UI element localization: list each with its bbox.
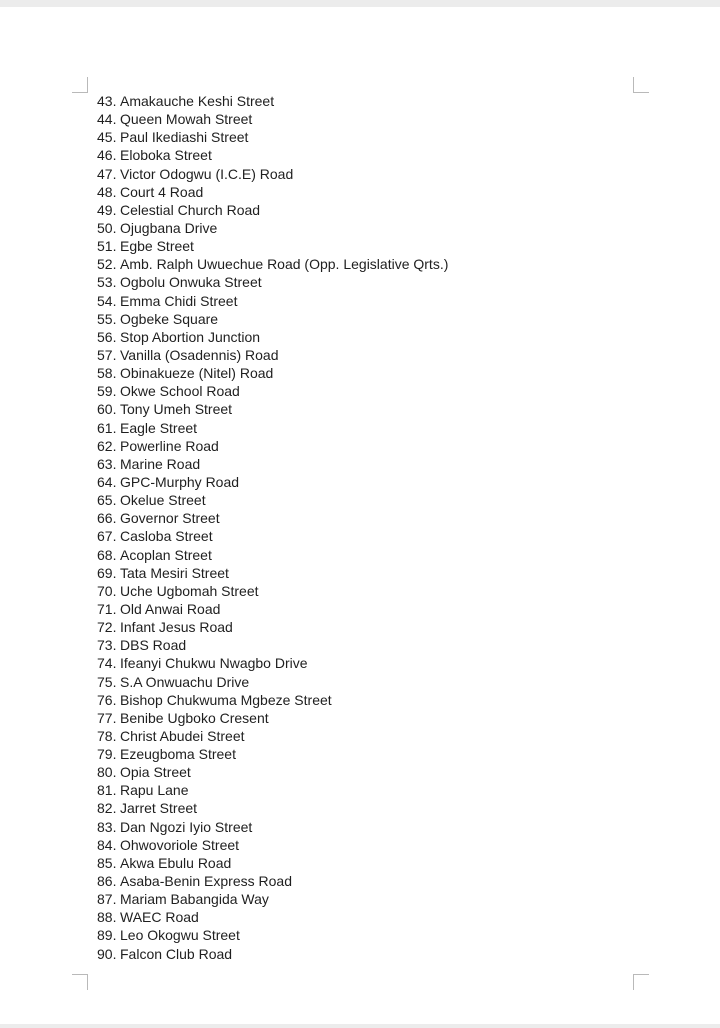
list-item-number: 71. — [97, 600, 117, 617]
list-item-text: Mariam Babangida Way — [120, 891, 269, 908]
list-item-text: Akwa Ebulu Road — [120, 854, 232, 871]
list-item-text: Queen Mowah Street — [120, 111, 253, 128]
list-item — [97, 437, 448, 455]
list-item — [97, 146, 448, 164]
list-item — [97, 799, 448, 817]
list-item-text: Christ Abudei Street — [120, 727, 245, 744]
list-item-number: 65. — [97, 492, 117, 509]
list-item-text: Eagle Street — [120, 419, 198, 436]
list-item — [97, 763, 448, 781]
list-item — [97, 273, 448, 291]
list-item — [97, 691, 448, 709]
list-item-text: Tony Umeh Street — [120, 401, 233, 418]
list-item-number: 69. — [97, 564, 117, 581]
list-item-text: Emma Chidi Street — [120, 292, 238, 309]
list-item — [97, 310, 448, 328]
list-item-number: 51. — [97, 238, 117, 255]
list-item-text: Opia Street — [120, 764, 191, 781]
list-item — [97, 364, 448, 382]
list-item — [97, 854, 448, 872]
list-item-text: Bishop Chukwuma Mgbeze Street — [120, 691, 332, 708]
list-item-number: 61. — [97, 419, 117, 436]
list-item-number: 88. — [97, 909, 117, 926]
list-item — [97, 346, 448, 364]
list-item — [97, 745, 448, 763]
list-item-number: 44. — [97, 111, 117, 128]
list-item — [97, 908, 448, 926]
list-item — [97, 673, 448, 691]
list-item — [97, 836, 448, 854]
list-item — [97, 128, 448, 146]
list-item-text: Powerline Road — [120, 437, 219, 454]
list-item — [97, 165, 448, 183]
list-item-number: 87. — [97, 891, 117, 908]
list-item-text: Ojugbana Drive — [120, 219, 218, 236]
list-item — [97, 509, 448, 527]
list-item — [97, 292, 448, 310]
list-item-text: Paul Ikediashi Street — [120, 129, 249, 146]
list-item-text: Ezeugboma Street — [120, 746, 236, 763]
margin-corner-bottom-right — [633, 974, 649, 990]
list-item-number: 67. — [97, 528, 117, 545]
list-item-number: 73. — [97, 637, 117, 654]
list-item — [97, 183, 448, 201]
list-item-number: 46. — [97, 147, 117, 164]
list-item — [97, 564, 448, 582]
list-item-number: 76. — [97, 691, 117, 708]
list-item-text: Ogbeke Square — [120, 310, 219, 327]
list-item-text: Tata Mesiri Street — [120, 564, 229, 581]
list-item-text: Jarret Street — [120, 800, 198, 817]
list-item-text: Governor Street — [120, 510, 220, 527]
list-item-number: 75. — [97, 673, 117, 690]
list-item-number: 66. — [97, 510, 117, 527]
list-item-text: Okelue Street — [120, 492, 206, 509]
list-item-text: Casloba Street — [120, 528, 213, 545]
list-item — [97, 945, 448, 963]
list-item-text: Asaba-Benin Express Road — [120, 873, 292, 890]
list-item — [97, 727, 448, 745]
list-item-text: Stop Abortion Junction — [120, 328, 261, 345]
list-item-number: 64. — [97, 473, 117, 490]
list-item — [97, 582, 448, 600]
list-item-text: Celestial Church Road — [120, 201, 261, 218]
list-item-text: Eloboka Street — [120, 147, 212, 164]
list-item-number: 59. — [97, 383, 117, 400]
list-item-number: 72. — [97, 619, 117, 636]
list-item — [97, 455, 448, 473]
list-item — [97, 255, 448, 273]
list-item-number: 77. — [97, 709, 117, 726]
list-item-text: DBS Road — [120, 637, 187, 654]
list-item-number: 84. — [97, 836, 117, 853]
list-item-text: Marine Road — [120, 455, 201, 472]
list-item-text: Infant Jesus Road — [120, 619, 233, 636]
list-item — [97, 546, 448, 564]
list-item-text: WAEC Road — [120, 909, 199, 926]
list-item-text: Egbe Street — [120, 238, 194, 255]
list-item-number: 68. — [97, 546, 117, 563]
list-item-number: 70. — [97, 582, 117, 599]
list-item-number: 58. — [97, 365, 117, 382]
margin-corner-bottom-left — [72, 974, 88, 990]
list-item-number: 53. — [97, 274, 117, 291]
list-item-number: 83. — [97, 818, 117, 835]
list-item-text: Obinakueze (Nitel) Road — [120, 365, 274, 382]
list-item — [97, 926, 448, 944]
list-item — [97, 709, 448, 727]
list-item-number: 50. — [97, 219, 117, 236]
list-item-text: Ifeanyi Chukwu Nwagbo Drive — [120, 655, 308, 672]
list-item-text: S.A Onwuachu Drive — [120, 673, 250, 690]
list-item-number: 47. — [97, 165, 117, 182]
document-page — [0, 7, 720, 1024]
list-item — [97, 491, 448, 509]
list-item-number: 54. — [97, 292, 117, 309]
list-item-number: 49. — [97, 201, 117, 218]
list-item — [97, 110, 448, 128]
list-item-number: 80. — [97, 764, 117, 781]
bottom-gray-bar — [0, 1024, 720, 1028]
margin-corner-top-left — [72, 77, 88, 93]
list-item — [97, 219, 448, 237]
list-item-number: 79. — [97, 746, 117, 763]
list-item-number: 55. — [97, 310, 117, 327]
list-item — [97, 237, 448, 255]
list-item — [97, 600, 448, 618]
list-item-number: 56. — [97, 328, 117, 345]
list-item — [97, 419, 448, 437]
list-item-number: 82. — [97, 800, 117, 817]
list-item-text: Uche Ugbomah Street — [120, 582, 259, 599]
list-item-text: GPC-Murphy Road — [120, 473, 240, 490]
list-item-text: Amb. Ralph Uwuechue Road (Opp. Legislative Qrts.) — [120, 256, 449, 273]
list-item-number: 78. — [97, 727, 117, 744]
list-item-number: 81. — [97, 782, 117, 799]
list-item-text: Ohwovoriole Street — [120, 836, 240, 853]
list-item-number: 60. — [97, 401, 117, 418]
list-item — [97, 618, 448, 636]
list-item — [97, 781, 448, 799]
top-gray-bar — [0, 0, 720, 7]
list-item — [97, 654, 448, 672]
list-item-text: Benibe Ugboko Cresent — [120, 709, 269, 726]
list-item-text: Ogbolu Onwuka Street — [120, 274, 262, 291]
list-item-number: 90. — [97, 945, 117, 962]
list-item-number: 63. — [97, 455, 117, 472]
list-item — [97, 527, 448, 545]
list-item — [97, 872, 448, 890]
list-item-number: 57. — [97, 346, 117, 363]
list-item — [97, 201, 448, 219]
margin-corner-top-right — [633, 77, 649, 93]
list-item-text: Falcon Club Road — [120, 945, 233, 962]
list-item-number: 74. — [97, 655, 117, 672]
list-item-number: 86. — [97, 873, 117, 890]
list-item-number: 48. — [97, 183, 117, 200]
list-item-text: Dan Ngozi Iyio Street — [120, 818, 253, 835]
list-item — [97, 382, 448, 400]
list-item — [97, 890, 448, 908]
list-item — [97, 636, 448, 654]
list-item — [97, 400, 448, 418]
list-item-text: Leo Okogwu Street — [120, 927, 240, 944]
list-item-number: 62. — [97, 437, 117, 454]
list-item-text: Victor Odogwu (I.C.E) Road — [120, 165, 294, 182]
list-item — [97, 818, 448, 836]
list-item-text: Rapu Lane — [120, 782, 189, 799]
list-item-text: Amakauche Keshi Street — [120, 93, 275, 109]
list-item — [97, 473, 448, 491]
list-item-text: Court 4 Road — [120, 183, 204, 200]
list-item-number: 89. — [97, 927, 117, 944]
street-list — [97, 92, 448, 963]
list-item — [97, 328, 448, 346]
list-item-number: 52. — [97, 256, 117, 273]
list-item-text: Acoplan Street — [120, 546, 212, 563]
list-item-text: Vanilla (Osadennis) Road — [120, 346, 279, 363]
list-item — [97, 92, 448, 110]
list-item-number: 85. — [97, 854, 117, 871]
list-item-text: Okwe School Road — [120, 383, 240, 400]
list-item-text: Old Anwai Road — [120, 600, 221, 617]
list-item-number: 45. — [97, 129, 117, 146]
list-item-number: 43. — [97, 93, 117, 109]
